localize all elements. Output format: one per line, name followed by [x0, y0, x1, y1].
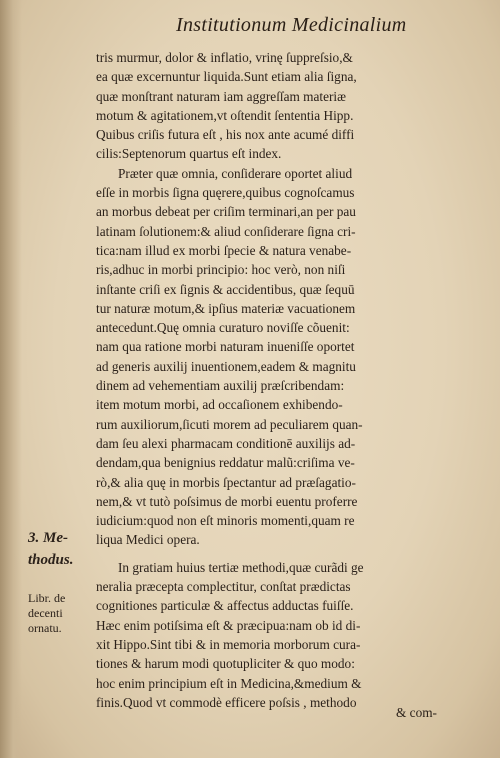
- text-line: neralia præcepta complectitur, conſtat prædictas: [96, 579, 351, 595]
- text-line: inſtante criſi ex ſignis & accidentibus, quæ ſequū: [96, 281, 355, 297]
- text-line: dam ſeu alexi pharmacam conditionē auxilijs ad-: [96, 435, 356, 451]
- paragraph-gap: [96, 550, 466, 558]
- main-text-block: [96, 48, 466, 712]
- page-edge-shadow: [0, 0, 22, 758]
- text-line: item motum morbi, ad occaſionem exhibendo-: [96, 397, 343, 413]
- text-line: rum auxiliorum,ſicuti morem ad peculiarem quan-: [96, 416, 363, 432]
- text-line: antecedunt.Quę omnia curaturo noviſſe cõuenit:: [96, 320, 350, 336]
- text-line: hoc enim principium eſt in Medicina,&medium &: [96, 675, 362, 691]
- running-head: Institutionum Medicinalium: [176, 14, 407, 36]
- text-line: xit Hippo.Sint tibi & in memoria morborum cura-: [96, 636, 361, 652]
- text-line: tica:nam illud ex morbi ſpecie & natura venabe-: [96, 242, 352, 258]
- paragraph-first-line: Præter quæ omnia, conſiderare oportet aliud: [118, 165, 353, 181]
- text-line: quæ monſtrant naturam iam aggreſſam materiæ: [96, 88, 346, 104]
- text-line: tris murmur, dolor & inflatio, vrinę ſuppreſsio,&: [96, 50, 353, 65]
- margin-section-label: 3. Me- thodus.: [28, 530, 74, 568]
- text-line: cognitiones particulæ & affectus adductas fuiſſe.: [96, 598, 354, 614]
- text-line: iudicium:quod non eſt minoris momenti,quam re: [96, 513, 355, 529]
- margin-reference-note: Libr. de decenti ornatu.: [28, 591, 66, 635]
- text-line: tur naturæ motum,& ipſius materiæ vacuationem: [96, 300, 356, 316]
- text-line: liqua Medici opera.: [96, 532, 200, 548]
- text-line: finis.Quod vt commodè efficere poſsis , methodo: [96, 694, 357, 710]
- text-line: Hæc enim potiſsima eſt & præcipua:nam ob id di-: [96, 617, 361, 633]
- text-line: tiones & harum modi quotupliciter & quo modo:: [96, 656, 355, 672]
- text-line: an morbus debeat per criſim terminari,an per pau: [96, 204, 356, 220]
- text-line: Quibus criſis futura eſt , his nox ante acumé diffi: [96, 127, 355, 143]
- text-line: ris,adhuc in morbi principio: hoc verò, non niſi: [96, 262, 346, 278]
- text-line: cilis:Septenorum quartus eſt index.: [96, 146, 282, 162]
- text-line: motum & agitationem,vt oſtendit ſententia Hipp.: [96, 107, 354, 123]
- text-line: nem,& vt tutò poſsimus de morbi euentu proferre: [96, 493, 358, 509]
- text-line: nam qua ratione morbi naturam inueniſſe oportet: [96, 339, 355, 355]
- text-line: dinem ad vehementiam auxilij præſcribendam:: [96, 378, 345, 394]
- paragraph-first-line: In gratiam huius tertiæ methodi,quæ curãdi ge: [118, 559, 364, 575]
- text-line: rò,& alia quę in morbis ſpectantur ad præſagatio-: [96, 474, 356, 490]
- text-line: dendam,qua benignius reddatur malũ:criſima ve-: [96, 455, 355, 471]
- text-line: ad generis auxilij inuentionem,eadem & magnitu: [96, 358, 356, 374]
- text-line: latinam ſolutionem:& aliud conſiderare ſigna cri-: [96, 223, 356, 239]
- text-line: eſſe in morbis ſigna quęrere,quibus cognoſcamus: [96, 185, 355, 201]
- text-line: ea quæ excernuntur liquida.Sunt etiam alia ſigna,: [96, 69, 357, 85]
- catchword: & com-: [396, 705, 437, 720]
